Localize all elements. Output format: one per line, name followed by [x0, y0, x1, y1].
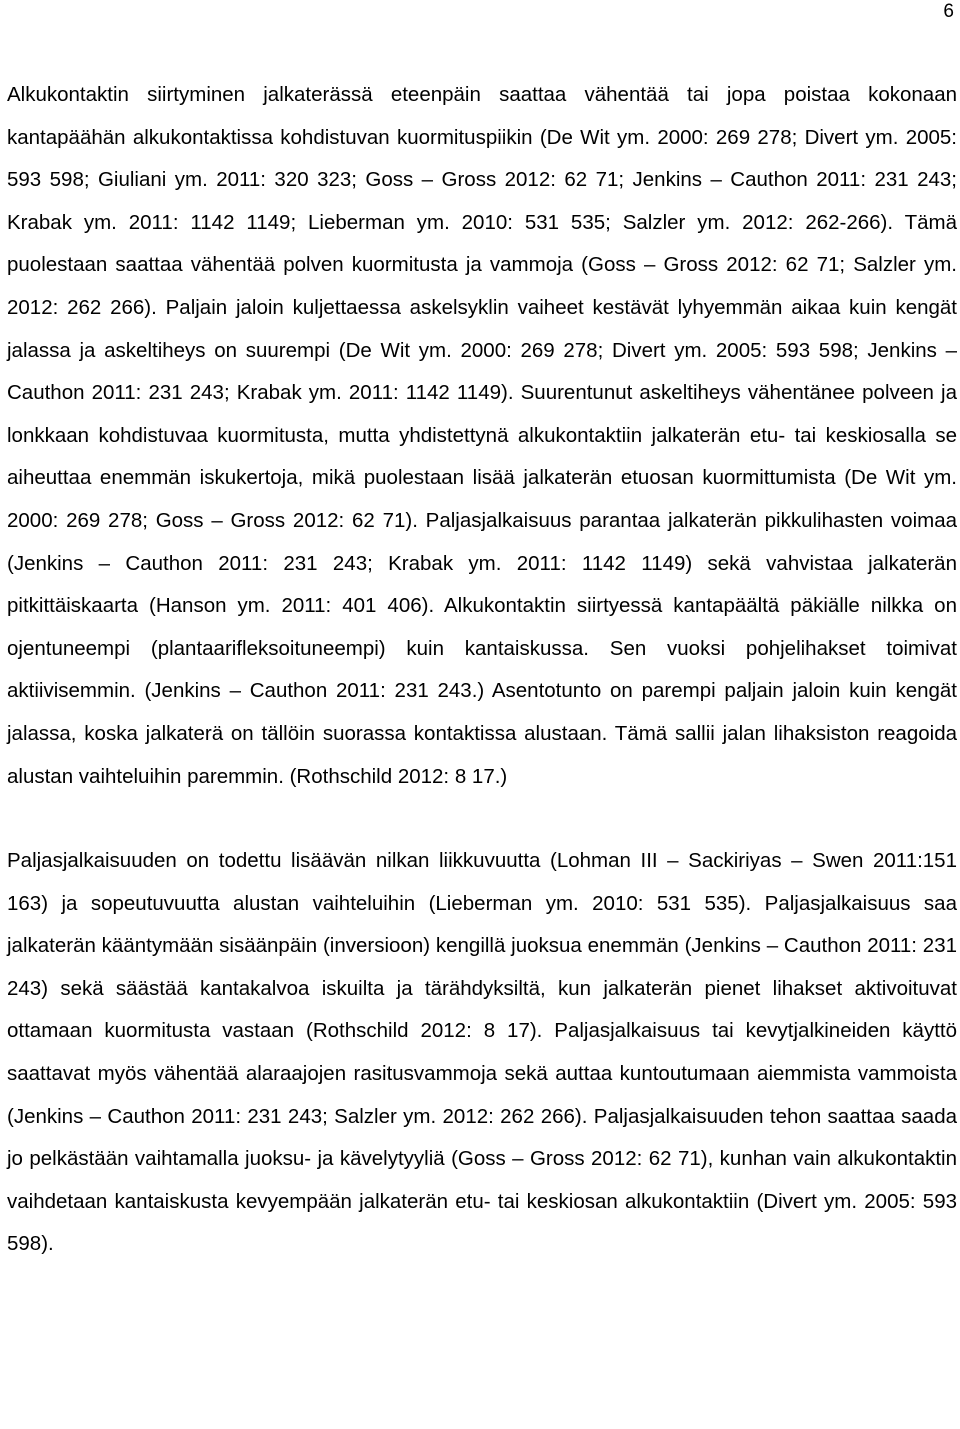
page-number: 6 [943, 1, 954, 22]
document-body [7, 74, 957, 1266]
paragraph-1: Alkukontaktin siirtyminen jalkaterässä eteenpäin saattaa vähentää tai jopa poistaa kokonaan kantapäähän alkukontaktissa kohdistuvan kuormituspiikin (De Wit ym. 2000: 269 278; Divert ym. 2005: 593 598; Giuliani ym. 2011: 320 323; Goss – Gross 2012: 62 71; Jenkins – Cauthon 2011: 231 243; Krabak ym. 2011: 1142 1149; Lieberman ym. 2010: 531 535; Salzler ym. 2012: 262-266). Tämä puolestaan saattaa vähentää polven kuormitusta ja vammoja (Goss – Gross 2012: 62 71; Salzler ym. 2012: 262 266). Paljain jaloin kuljettaessa askelsyklin vaiheet kestävät lyhyemmän aikaa kuin kengät jalassa ja askeltiheys on suurempi (De Wit ym. 2000: 269 278; Divert ym. 2005: 593 598; Jenkins – Cauthon 2011: 231 243; Krabak ym. 2011: 1142 1149). Suurentunut askeltiheys vähentänee polveen ja lonkkaan kohdistuvaa kuormitusta, mutta yhdistettynä alkukontaktiin jalkaterän etu- tai keskiosalla se aiheuttaa enemmän iskukertoja, mikä puolestaan lisää jalkaterän etuosan kuormittumista (De Wit ym. 2000: 269 278; Goss – Gross 2012: 62 71). Paljasjalkaisuus parantaa jalkaterän pikkulihasten voimaa (Jenkins – Cauthon 2011: 231 243; Krabak ym. 2011: 1142 1149) sekä vahvistaa jalkaterän pitkittäiskaarta (Hanson ym. 2011: 401 406). Alkukontaktin siirtyessä kantapäältä päkiälle nilkka on ojentuneempi (plantaarifleksoituneempi) kuin kantaiskussa. Sen vuoksi pohjelihakset toimivat aktiivisemmin. (Jenkins – Cauthon 2011: 231 243.) Asentotunto on parempi paljain jaloin kuin kengät jalassa, koska jalkaterä on tällöin suorassa kontaktissa alustaan. Tämä sallii jalan lihaksiston reagoida alustan vaihteluihin paremmin. (Rothschild 2012: 8 17.) [7, 83, 957, 788]
paragraph-2: Paljasjalkaisuuden on todettu lisäävän nilkan liikkuvuutta (Lohman III – Sackiriyas – Swen 2011:151 163) ja sopeutuvuutta alustan vaihteluihin (Lieberman ym. 2010: 531 535). Paljasjalkaisuus saa jalkaterän kääntymään sisäänpäin (inversioon) kengillä juoksua enemmän (Jenkins – Cauthon 2011: 231 243) sekä säästää kantakalvoa iskuilta ja tärähdyksiltä, kun jalkaterän pienet lihakset aktivoituvat ottamaan kuormitusta vastaan (Rothschild 2012: 8 17). Paljasjalkaisuus tai kevytjalkineiden käyttö saattavat myös vähentää alaraajojen rasitusvammoja sekä auttaa kuntoutumaan aiemmista vammoista (Jenkins – Cauthon 2011: 231 243; Salzler ym. 2012: 262 266). Paljasjalkaisuuden tehon saattaa saada jo pelkästään vaihtamalla juoksu- ja kävelytyyliä (Goss – Gross 2012: 62 71), kunhan vain alkukontaktin vaihdetaan kantaiskusta kevyempään jalkaterän etu- tai keskiosan alkukontaktiin (Divert ym. 2005: 593 598). [7, 849, 957, 1256]
